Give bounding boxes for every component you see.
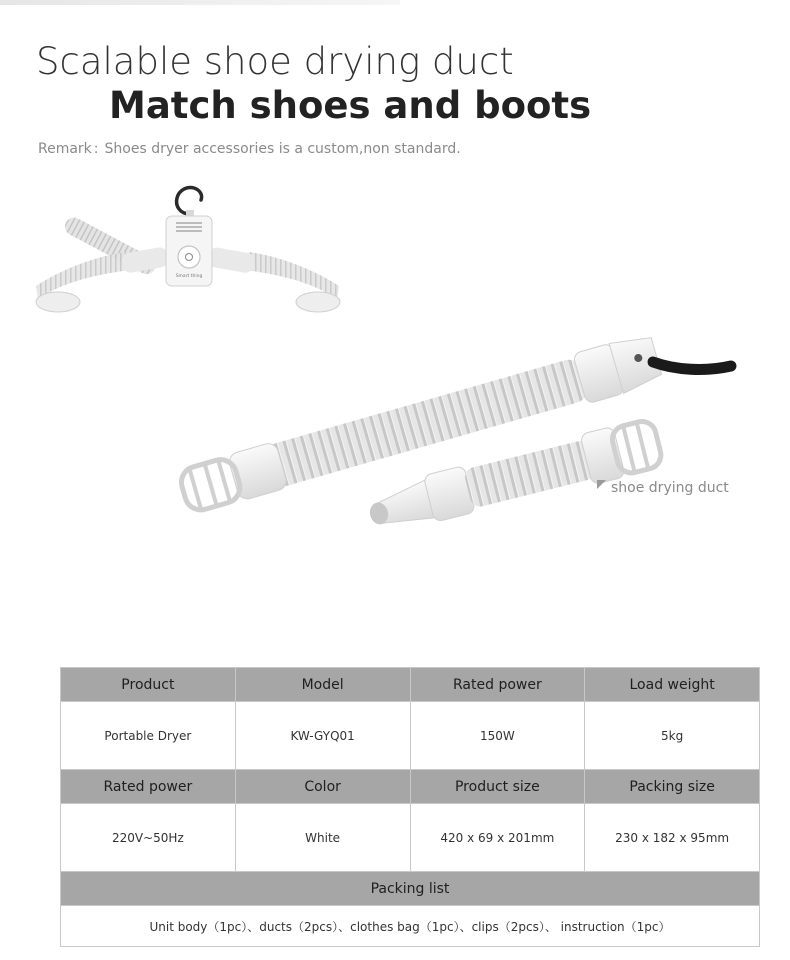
packing-header-row — [61, 872, 760, 906]
title-line-2: Match shoes and boots — [109, 84, 592, 127]
header-cell: Product size — [410, 770, 585, 804]
hanger-dryer-image — [30, 182, 345, 322]
remark-label: Remark — [38, 141, 92, 157]
top-divider — [0, 0, 400, 5]
shoe-duct-image — [165, 326, 745, 526]
spec-value-row-1 — [61, 702, 760, 770]
title-line-1: Scalable shoe drying duct — [36, 40, 514, 83]
value-cell: Portable Dryer — [61, 702, 236, 770]
duct-caption — [597, 480, 729, 496]
header-cell: Product — [61, 668, 236, 702]
spec-table — [60, 667, 760, 947]
header-cell: Packing size — [585, 770, 760, 804]
value-cell: White — [235, 804, 410, 872]
value-cell: 5kg — [585, 702, 760, 770]
spec-header-row-2 — [61, 770, 760, 804]
duct-caption-text: shoe drying duct — [611, 480, 729, 496]
packing-list-header: Packing list — [61, 872, 760, 906]
header-cell: Rated power — [61, 770, 236, 804]
header-cell: Rated power — [410, 668, 585, 702]
spec-header-row-1 — [61, 668, 760, 702]
value-cell: 220V~50Hz — [61, 804, 236, 872]
value-cell: 150W — [410, 702, 585, 770]
remark — [38, 141, 461, 157]
remark-text: Shoes dryer accessories is a custom,non standard. — [104, 141, 461, 157]
spec-value-row-2 — [61, 804, 760, 872]
header-cell: Color — [235, 770, 410, 804]
hanger-brand-text: Smart thing — [175, 274, 203, 279]
value-cell: 420 x 69 x 201mm — [410, 804, 585, 872]
value-cell: 230 x 182 x 95mm — [585, 804, 760, 872]
caption-marker-icon — [597, 480, 606, 489]
remark-separator: : — [93, 141, 99, 157]
value-cell: KW-GYQ01 — [235, 702, 410, 770]
header-cell: Model — [235, 668, 410, 702]
packing-list-value: Unit body（1pc）、ducts（2pcs）、clothes bag（1pc）、clips（2pcs）、 instruction（1pc） — [61, 906, 760, 947]
packing-value-row — [61, 906, 760, 947]
header-cell: Load weight — [585, 668, 760, 702]
